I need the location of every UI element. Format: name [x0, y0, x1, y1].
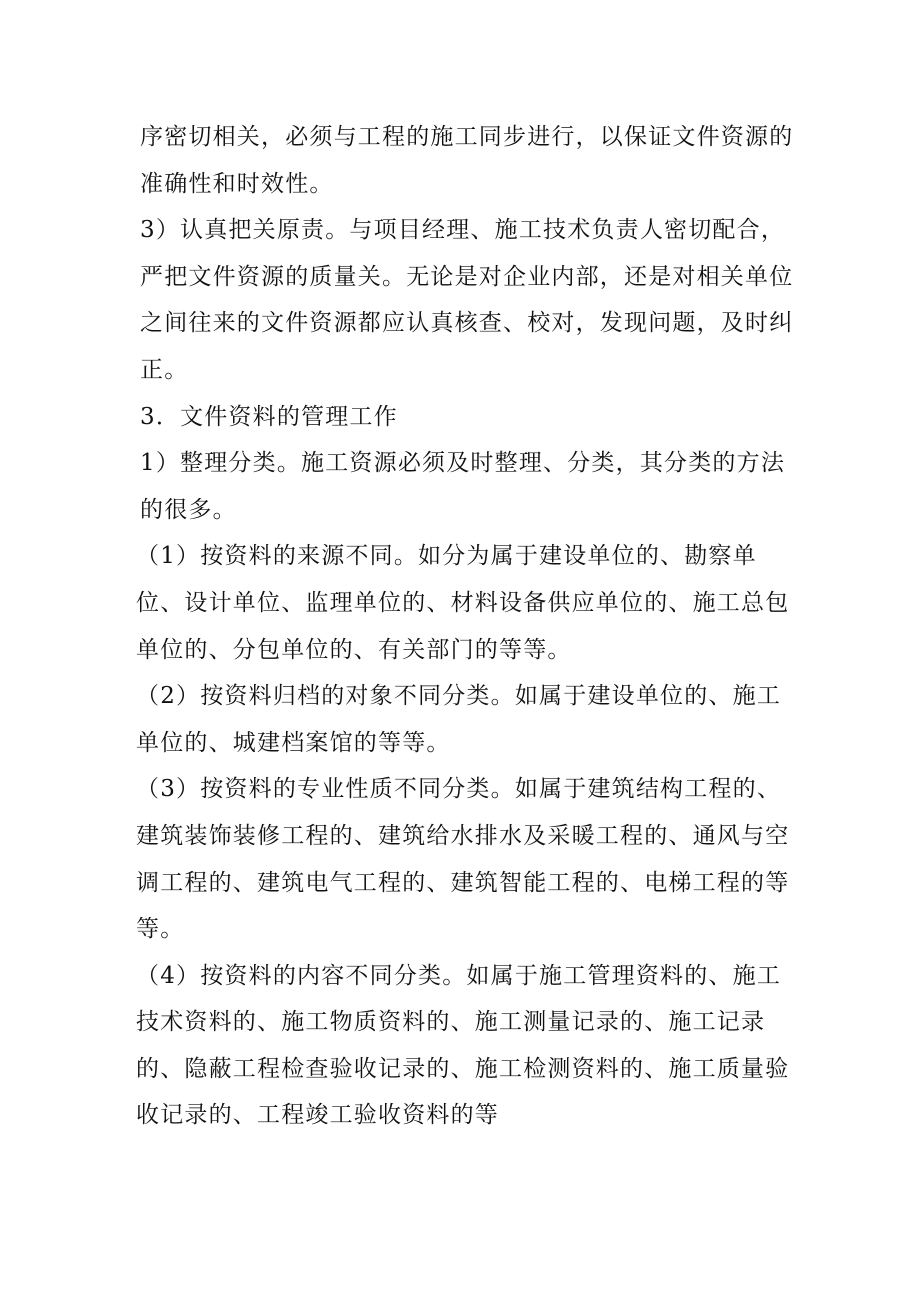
paragraph-item-1: 1）整理分类。施工资源必须及时整理、分类，其分类的方法的很多。	[140, 450, 786, 523]
paragraph-subitem-1: （1）按资料的来源不同。如分为属于建设单位的、勘察单位、设计单位、监理单位的、材料设备供应单位的、施工总包单位的、分包单位的、有关部门的等等。	[136, 543, 790, 663]
paragraph-continuation: 序密切相关，必须与工程的施工同步进行，以保证文件资源的准确性和时效性。	[140, 124, 794, 197]
paragraph-subitem-3: （3）按资料的专业性质不同分类。如属于建筑结构工程的、建筑装饰装修工程的、建筑给水排水及采暖工程的、通风与空调工程的、建筑电气工程的、建筑智能工程的、电梯工程的等等。	[136, 776, 790, 943]
paragraph-item-3: 3）认真把关原责。与项目经理、施工技术负责人密切配合，严把文件资源的质量关。无论是对企业内部，还是对相关单位之间往来的文件资源都应认真核查、校对，发现问题，及时纠正。	[140, 217, 794, 383]
document-body	[136, 114, 800, 1139]
paragraph-subitem-2: （2）按资料归档的对象不同分类。如属于建设单位的、施工单位的、城建档案馆的等等。	[136, 683, 782, 756]
paragraph-subitem-4: （4）按资料的内容不同分类。如属于施工管理资料的、施工技术资料的、施工物质资料的、施工测量记录的、施工记录的、隐蔽工程检查验收记录的、施工检测资料的、施工质量验收记录的、工程竣工验收资料的等	[136, 962, 790, 1129]
section-heading-3: 3．文件资料的管理工作	[140, 403, 398, 430]
